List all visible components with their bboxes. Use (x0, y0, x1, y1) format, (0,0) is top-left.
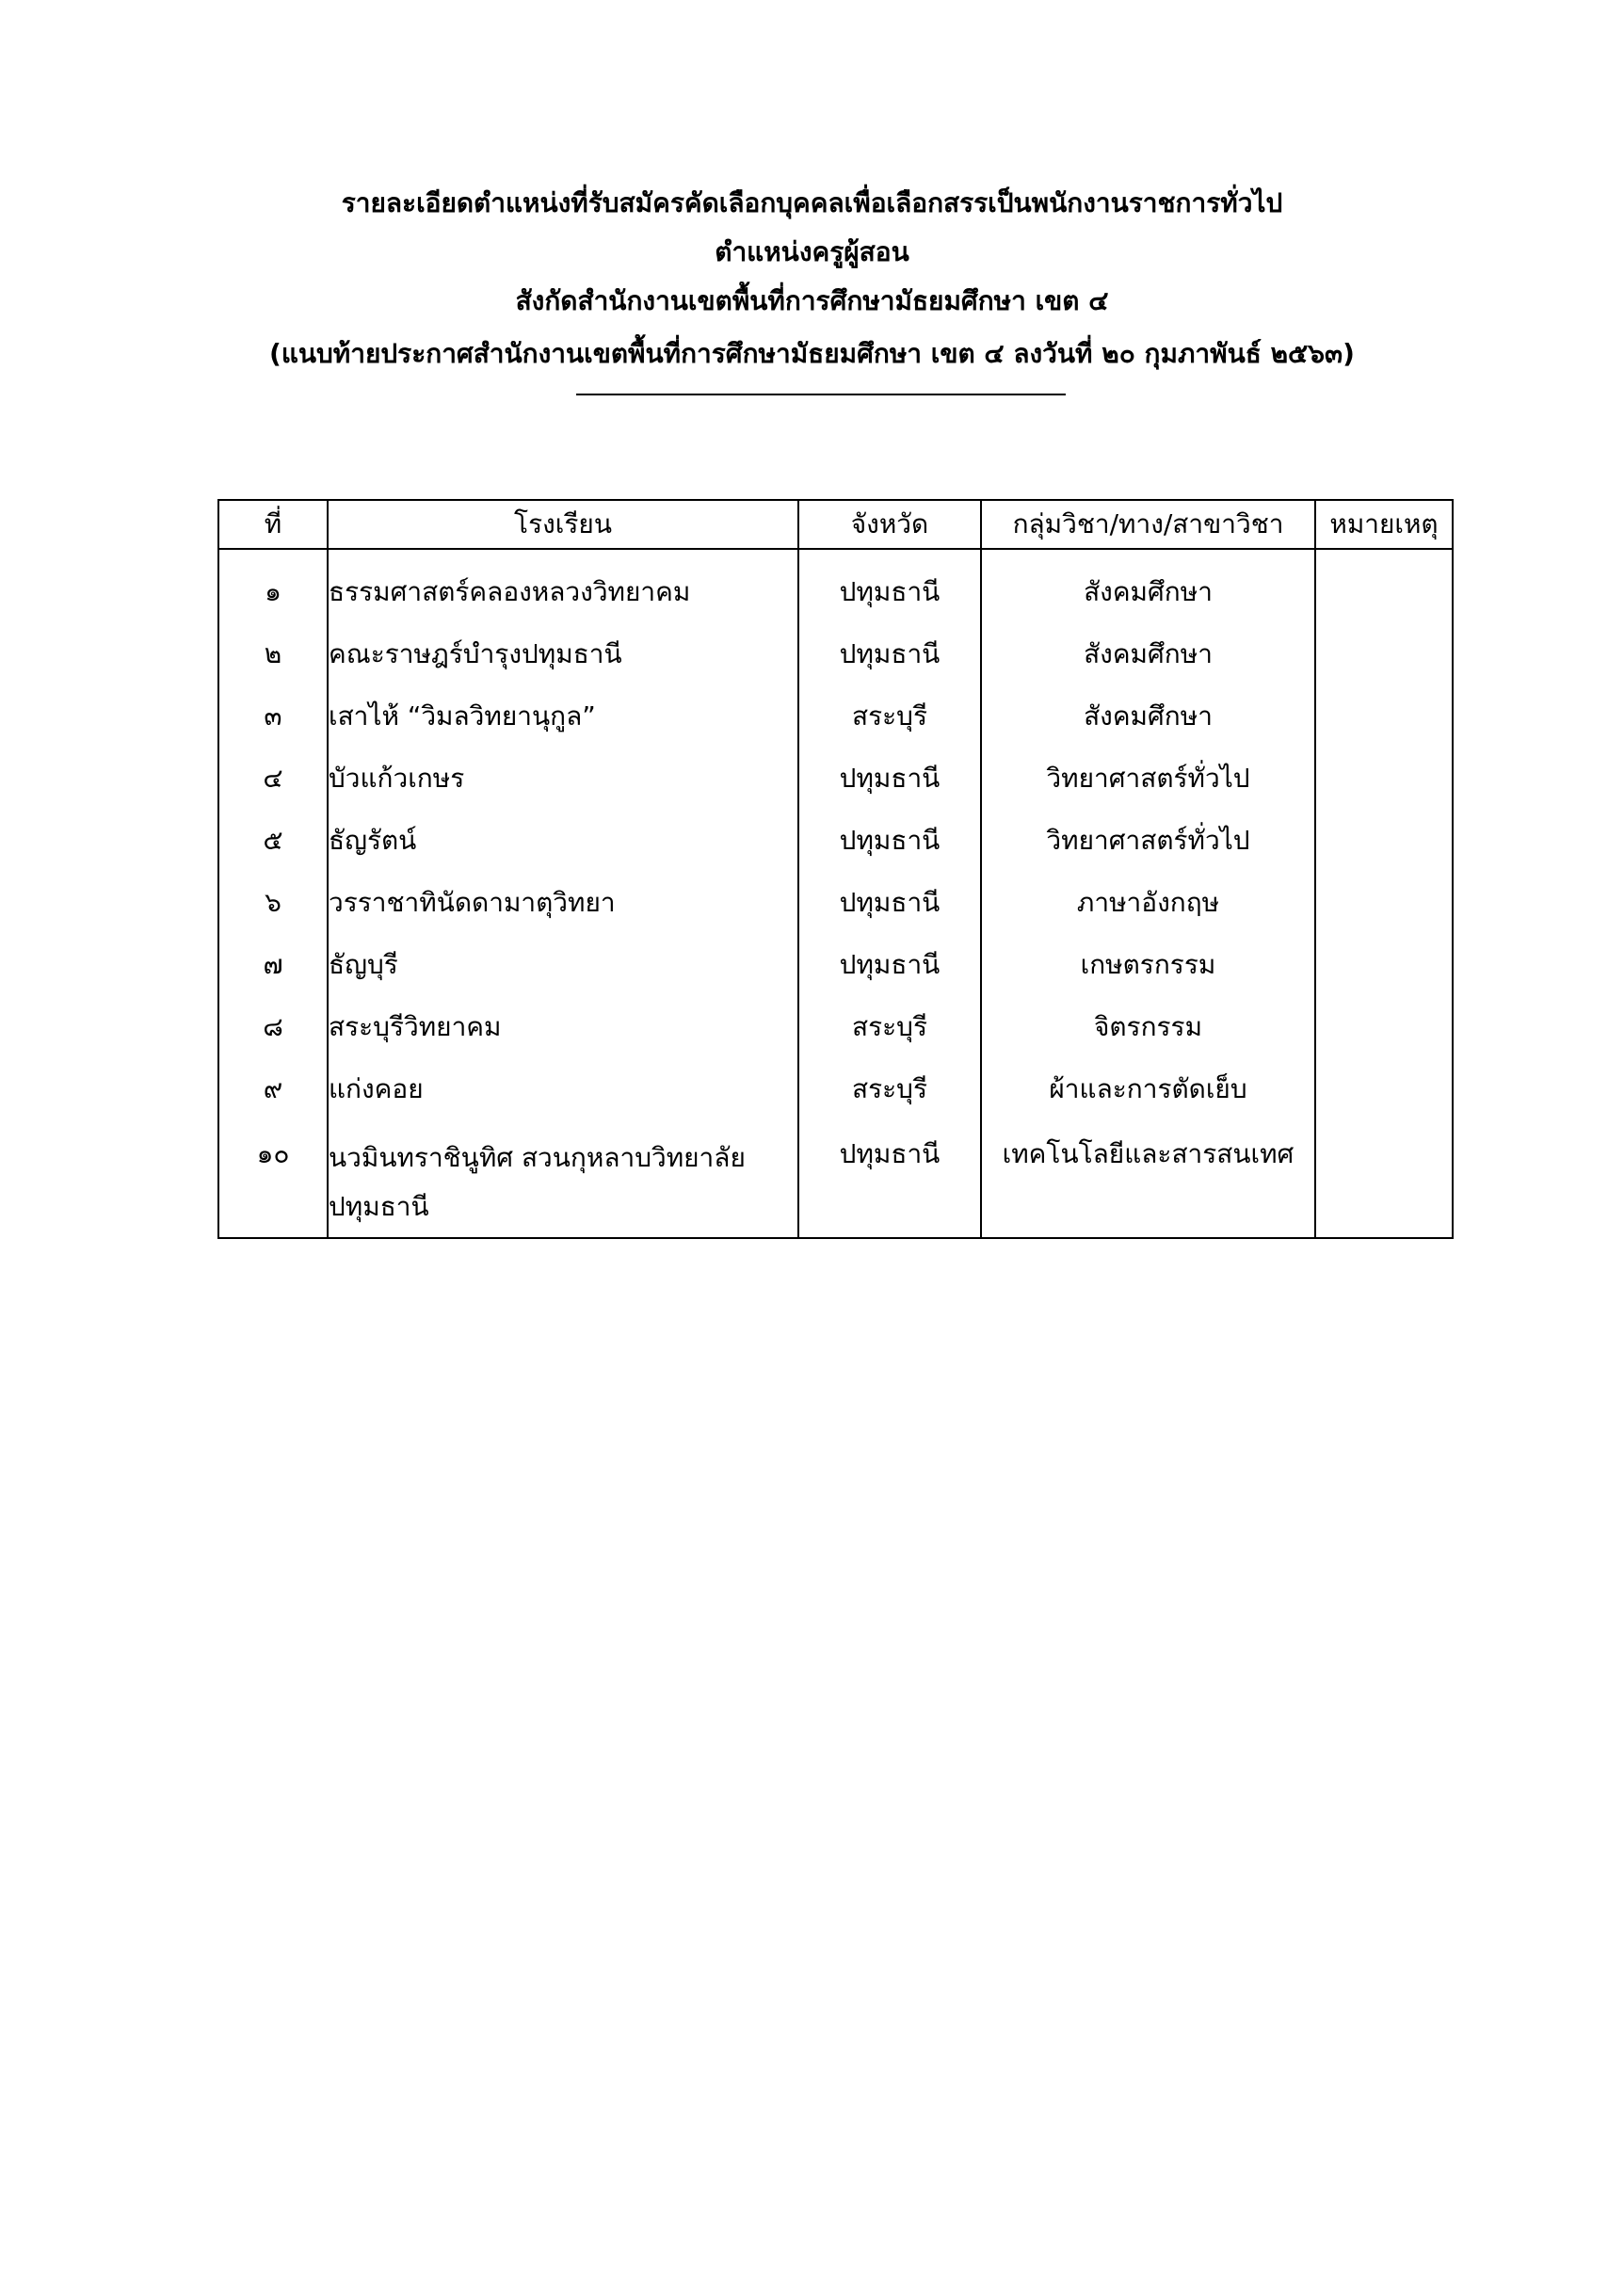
cell-remark (1315, 810, 1453, 872)
cell-remark (1315, 1120, 1453, 1238)
header-province: จังหวัด (798, 500, 981, 549)
header-subject: กลุ่มวิชา/ทาง/สาขาวิชา (981, 500, 1315, 549)
announcement-reference: (แนบท้ายประกาศสำนักงานเขตพื้นที่การศึกษามัธยมศึกษา เขต ๔ ลงวันที่ ๒๐ กุมภาพันธ์ ๒๕๖๓) (269, 338, 1355, 369)
cell-no: ๓ (218, 685, 328, 748)
table-row (218, 623, 1453, 685)
cell-subject: สังคมศึกษา (981, 623, 1315, 685)
table-row (218, 810, 1453, 872)
header-row (218, 500, 1453, 549)
header-no: ที่ (218, 500, 328, 549)
cell-province: ปทุมธานี (798, 872, 981, 934)
table-row (218, 685, 1453, 748)
cell-no: ๘ (218, 996, 328, 1058)
cell-no: ๑ (218, 549, 328, 623)
office-title: สังกัดสำนักงานเขตพื้นที่การศึกษามัธยมศึกษา เขต ๔ (515, 285, 1109, 316)
cell-school: วรราชาทินัดดามาตุวิทยา (328, 872, 798, 934)
document-title: รายละเอียดตำแหน่งที่รับสมัครคัดเลือกบุคคลเพื่อเลือกสรรเป็นพนักงานราชการทั่วไป (341, 187, 1283, 218)
position-title: ตำแหน่งครูผู้สอน (715, 236, 909, 267)
cell-province: ปทุมธานี (798, 1120, 981, 1238)
cell-subject: เกษตรกรรม (981, 934, 1315, 996)
positions-table (217, 499, 1454, 1239)
cell-province: สระบุรี (798, 996, 981, 1058)
cell-remark (1315, 623, 1453, 685)
table-row (218, 1120, 1453, 1238)
cell-no: ๑๐ (218, 1120, 328, 1238)
cell-no: ๕ (218, 810, 328, 872)
cell-school: ธรรมศาสตร์คลองหลวงวิทยาคม (328, 549, 798, 623)
cell-school: นวมินทราชินูทิศ สวนกุหลาบวิทยาลัย ปทุมธานี (328, 1120, 798, 1238)
cell-subject: จิตรกรรม (981, 996, 1315, 1058)
cell-remark (1315, 872, 1453, 934)
cell-school: สระบุรีวิทยาคม (328, 996, 798, 1058)
cell-province: ปทุมธานี (798, 810, 981, 872)
cell-remark (1315, 549, 1453, 623)
header-remark: หมายเหตุ (1315, 500, 1453, 549)
cell-remark (1315, 996, 1453, 1058)
cell-school: ธัญบุรี (328, 934, 798, 996)
table-row (218, 549, 1453, 623)
cell-subject: สังคมศึกษา (981, 685, 1315, 748)
cell-no: ๖ (218, 872, 328, 934)
cell-school: ธัญรัตน์ (328, 810, 798, 872)
cell-province: ปทุมธานี (798, 748, 981, 810)
cell-subject: วิทยาศาสตร์ทั่วไป (981, 810, 1315, 872)
cell-remark (1315, 748, 1453, 810)
table-row (218, 872, 1453, 934)
cell-subject: ภาษาอังกฤษ (981, 872, 1315, 934)
cell-school: คณะราษฎร์บำรุงปทุมธานี (328, 623, 798, 685)
cell-province: สระบุรี (798, 685, 981, 748)
table-row (218, 934, 1453, 996)
cell-school: แก่งคอย (328, 1058, 798, 1120)
cell-subject: เทคโนโลยีและสารสนเทศ (981, 1120, 1315, 1238)
cell-province: ปทุมธานี (798, 934, 981, 996)
table-row (218, 1058, 1453, 1120)
cell-subject: ผ้าและการตัดเย็บ (981, 1058, 1315, 1120)
header-divider (576, 394, 1066, 395)
cell-no: ๗ (218, 934, 328, 996)
cell-school: บัวแก้วเกษร (328, 748, 798, 810)
cell-province: สระบุรี (798, 1058, 981, 1120)
cell-no: ๒ (218, 623, 328, 685)
cell-subject: สังคมศึกษา (981, 549, 1315, 623)
cell-remark (1315, 934, 1453, 996)
cell-remark (1315, 1058, 1453, 1120)
cell-no: ๙ (218, 1058, 328, 1120)
cell-subject: วิทยาศาสตร์ทั่วไป (981, 748, 1315, 810)
table-header (218, 500, 1453, 549)
cell-province: ปทุมธานี (798, 549, 981, 623)
table-row (218, 748, 1453, 810)
header-school: โรงเรียน (328, 500, 798, 549)
table-row (218, 996, 1453, 1058)
document-header (0, 179, 1624, 378)
cell-school: เสาไห้ “วิมลวิทยานุกูล” (328, 685, 798, 748)
table-body (218, 549, 1453, 1238)
cell-no: ๔ (218, 748, 328, 810)
cell-province: ปทุมธานี (798, 623, 981, 685)
cell-remark (1315, 685, 1453, 748)
